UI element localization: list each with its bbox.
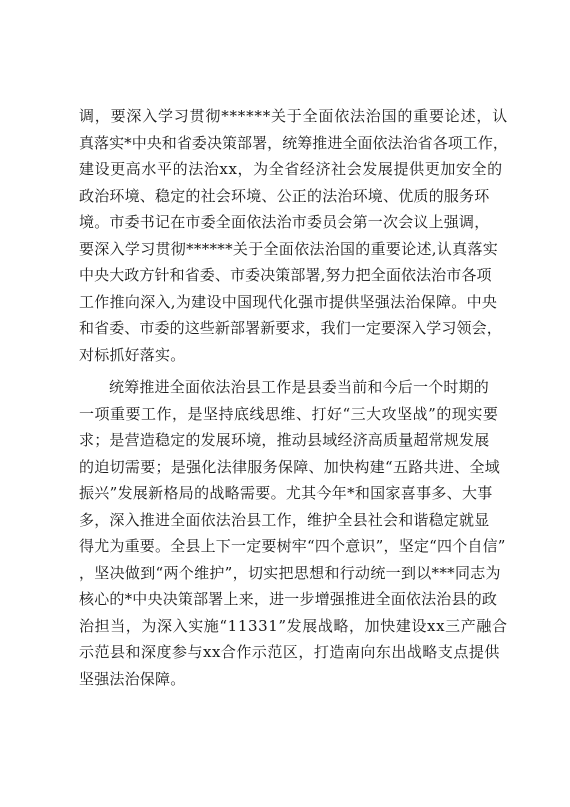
text-line: 的迫切需要；是强化法律服务保障、加快构建“五路共进、全域 bbox=[79, 457, 501, 476]
paragraph-2 bbox=[79, 374, 508, 692]
text-line: 求；是营造稳定的发展环境，推动县域经济高质量超常规发展 bbox=[79, 431, 490, 449]
text-line: 振兴”发展新格局的战略需要。尤其今年*和国家喜事多、大事 bbox=[79, 484, 493, 502]
text-line: 中央大政方针和省委、市委决策部署,努力把全面依法治市各项 bbox=[79, 266, 492, 284]
paragraph-1 bbox=[79, 103, 509, 368]
text-line: 一项重要工作，是坚持底线思维、打好“三大攻坚战”的现实要 bbox=[79, 404, 499, 423]
text-line: 工作推向深入,为建设中国现代化强市提供坚强法治保障。中央 bbox=[79, 292, 498, 311]
text-line: 核心的*中央决策部署上来，进一步增强推进全面依法治县的政 bbox=[79, 590, 498, 608]
text-line: 示范县和深度参与xx合作示范区，打造南向东出战略支点提供 bbox=[79, 643, 500, 661]
text-line: 和省委、市委的这些新部署新要求，我们一定要深入学习领会， bbox=[79, 319, 502, 337]
text-line: 要深入学习贯彻******关于全面依法治国的重要论述,认真落实 bbox=[79, 239, 499, 258]
text-line: 坚强法治保障。 bbox=[79, 669, 186, 688]
text-line: 治担当，为深入实施“11331”发展战略，加快建设xx三产融合 bbox=[79, 616, 508, 635]
text-line: 建设更高水平的法治xx，为全省经济社会发展提供更加安全的 bbox=[79, 160, 503, 178]
text-line: 调，要深入学习贯彻******关于全面依法治国的重要论述，认 bbox=[79, 107, 509, 125]
text-line: 多，深入推进全面依法治县工作，维护全县社会和谐稳定就显 bbox=[79, 510, 490, 529]
text-line: 境。市委书记在市委全面依法治市委员会第一次会议上强调， bbox=[79, 213, 490, 231]
text-line: 对标抓好落实。 bbox=[79, 345, 186, 364]
text-line: 真落实*中央和省委决策部署，统筹推进全面依法治省各项工作， bbox=[79, 133, 508, 152]
text-line: ，坚决做到“两个维护”，切实把思想和行动统一到以***同志为 bbox=[79, 563, 501, 582]
text-line: 得尤为重要。全县上下一定要树牢“四个意识”，坚定“四个自信” bbox=[79, 537, 506, 555]
text-line: 统筹推进全面依法治县工作是县委当前和今后一个时期的 bbox=[109, 378, 490, 396]
text-line: 政治环境、稳定的社会环境、公正的法治环境、优质的服务环 bbox=[79, 186, 490, 205]
